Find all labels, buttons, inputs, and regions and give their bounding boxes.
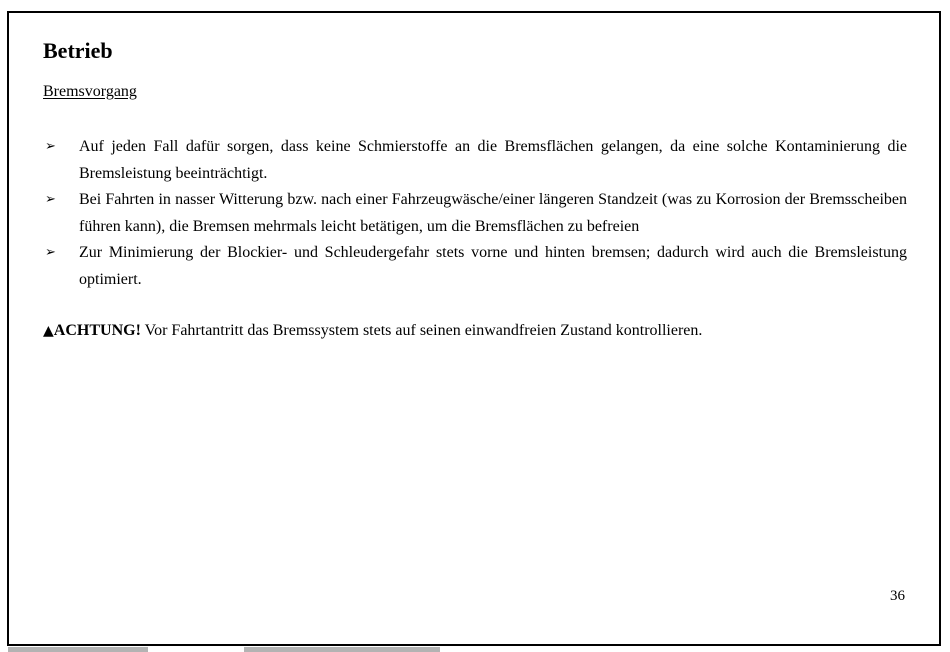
list-item-text: Bei Fahrten in nasser Witterung bzw. nach einer Fahrzeugwäsche/einer längeren Standzeit (was zu Korrosion der Bremsscheiben führen kann), die Bremsen mehrmals leicht betätigen, um die Bremsflächen zu befreien <box>79 191 907 235</box>
arrow-bullet-icon: ➢ <box>45 139 56 154</box>
warning-text: Vor Fahrtantritt das Bremssystem stets auf seinen einwandfreien Zustand kontrollieren. <box>140 322 703 339</box>
warning-notice <box>43 319 702 343</box>
scrollbar-segment[interactable] <box>244 647 440 652</box>
list-item <box>43 187 907 240</box>
list-item <box>43 134 907 187</box>
warning-heading <box>43 322 141 339</box>
list-item-text: Zur Minimierung der Blockier- und Schleudergefahr stets vorne und hinten bremsen; dadurch wird auch die Bremsleistung optimiert. <box>79 244 907 288</box>
bullet-list <box>43 134 907 293</box>
arrow-bullet-icon: ➢ <box>45 192 56 207</box>
section-subtitle: Bremsvorgang <box>43 83 137 100</box>
scrollbar-segment[interactable] <box>8 647 148 652</box>
arrow-bullet-icon: ➢ <box>45 245 56 260</box>
warning-triangle-icon: ▲ <box>43 323 54 339</box>
page-number: 36 <box>890 588 905 604</box>
list-item <box>43 240 907 293</box>
section-title: Betrieb <box>43 38 113 63</box>
warning-label: ACHTUNG! <box>53 322 141 339</box>
document-page <box>7 11 941 646</box>
list-item-text: Auf jeden Fall dafür sorgen, dass keine Schmierstoffe an die Bremsflächen gelangen, da eine solche Kontaminierung die Bremsleistung beeinträchtigt. <box>79 138 907 182</box>
